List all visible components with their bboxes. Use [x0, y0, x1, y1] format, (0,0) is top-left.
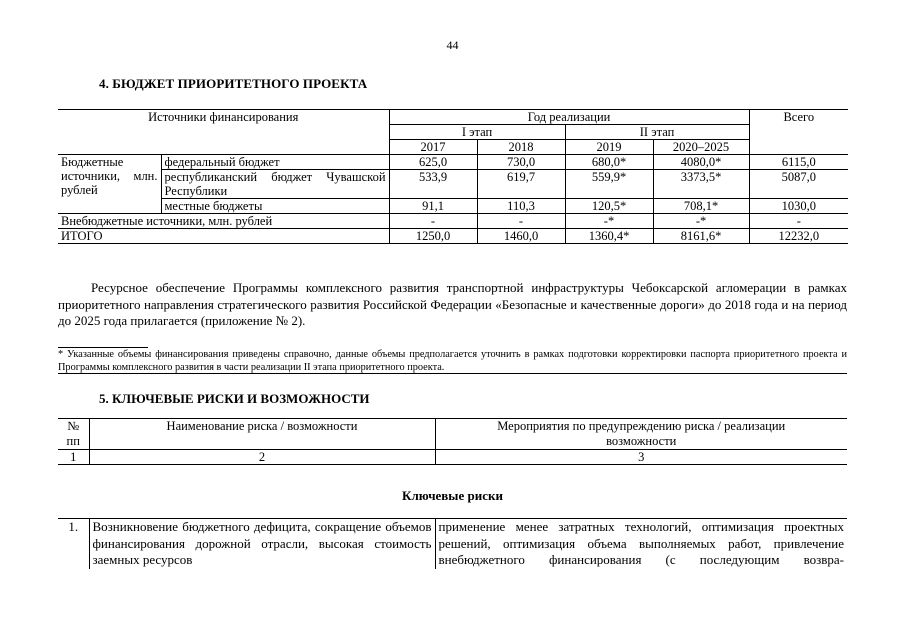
table-cell: 680,0*: [565, 155, 653, 170]
table-cell: 3373,5*: [653, 170, 749, 199]
table-cell-total: 6115,0: [749, 155, 848, 170]
header-year: Год реализации: [389, 110, 749, 125]
table-cell: 110,3: [477, 199, 565, 214]
table-cell: 8161,6*: [653, 229, 749, 244]
table-row: [58, 214, 848, 229]
budget-group-label: Бюджетные источники, млн. рублей: [58, 155, 161, 214]
footnote-separator: [58, 347, 148, 348]
year-2019: 2019: [565, 140, 653, 155]
table-cell: -: [389, 214, 477, 229]
table-cell-total: -: [749, 214, 848, 229]
col-number: 1: [58, 450, 89, 465]
header-risk-name: Наименование риска / возможности: [89, 419, 435, 450]
table-row-total: [58, 229, 848, 244]
year-2018: 2018: [477, 140, 565, 155]
year-2017: 2017: [389, 140, 477, 155]
table-row: [58, 199, 848, 214]
risk-name: Возникновение бюджетного дефицита, сокращение объемов финансирования дорожной отрасли, высокая стоимость заемных ресурсов: [89, 519, 435, 569]
table-cell: 708,1*: [653, 199, 749, 214]
table-cell-total: 5087,0: [749, 170, 848, 199]
risks-header-table: [58, 418, 847, 465]
row-label: местные бюджеты: [161, 199, 389, 214]
header-num: № пп: [58, 419, 89, 450]
risk-row-table: [58, 518, 847, 569]
table-cell-total: 1030,0: [749, 199, 848, 214]
table-row: [58, 519, 847, 569]
table-cell: 1360,4*: [565, 229, 653, 244]
divider: [58, 373, 847, 374]
risk-number: 1.: [58, 519, 89, 569]
risks-header-row: [58, 419, 847, 450]
year-2020-2025: 2020–2025: [653, 140, 749, 155]
row-label: ИТОГО: [58, 229, 389, 244]
table-cell: 533,9: [389, 170, 477, 199]
header-stage-2: II этап: [565, 125, 749, 140]
header-measures: Мероприятия по предупреждению риска / реализации возможности: [435, 419, 847, 450]
table-cell: 1250,0: [389, 229, 477, 244]
section-4-heading: 4. БЮДЖЕТ ПРИОРИТЕТНОГО ПРОЕКТА: [99, 76, 368, 91]
table-cell: 559,9*: [565, 170, 653, 199]
section-5-heading: 5. КЛЮЧЕВЫЕ РИСКИ И ВОЗМОЖНОСТИ: [99, 391, 370, 406]
table-cell: 1460,0: [477, 229, 565, 244]
col-number: 3: [435, 450, 847, 465]
risks-col-numbers-row: [58, 450, 847, 465]
table-cell: 120,5*: [565, 199, 653, 214]
header-total: Всего: [749, 110, 848, 155]
page-number: 44: [446, 38, 459, 52]
table-cell: 625,0: [389, 155, 477, 170]
row-label: федеральный бюджет: [161, 155, 389, 170]
budget-header-row-1: [58, 110, 848, 125]
table-row: [58, 155, 848, 170]
col-number: 2: [89, 450, 435, 465]
table-cell: -: [477, 214, 565, 229]
funding-paragraph: Ресурсное обеспечение Программы комплексного развития транспортной инфраструктуры Чебоксарской агломерации в рамках приоритетного направления стратегического развития Российской Федерации «Безопасные и качественные дороги» до 2018 года и на период до 2025 года прилагается (приложение № 2).: [58, 280, 847, 328]
table-cell: 4080,0*: [653, 155, 749, 170]
key-risks-subheading: Ключевые риски: [402, 488, 503, 503]
table-cell-total: 12232,0: [749, 229, 848, 244]
row-label: республиканский бюджет Чувашской Республики: [161, 170, 389, 199]
table-cell: 91,1: [389, 199, 477, 214]
header-sources: Источники финансирования: [58, 110, 389, 155]
table-cell: -*: [565, 214, 653, 229]
risk-measures: применение менее затратных технологий, оптимизация проектных решений, оптимизация объема выполняемых работ, привлечение внебюджетного финансирования (с последующим возвра-: [435, 519, 847, 569]
budget-table: [58, 109, 848, 244]
footnote: * Указанные объемы финансирования приведены справочно, данные объемы предполагается уточнить в рамках подготовки корректировки паспорта приоритетного проекта и Программы комплексного развития в части реализации II этапа приоритетного проекта.: [58, 349, 847, 373]
row-label: Внебюджетные источники, млн. рублей: [58, 214, 389, 229]
table-cell: -*: [653, 214, 749, 229]
table-cell: 730,0: [477, 155, 565, 170]
table-cell: 619,7: [477, 170, 565, 199]
header-stage-1: I этап: [389, 125, 565, 140]
table-row: [58, 170, 848, 199]
